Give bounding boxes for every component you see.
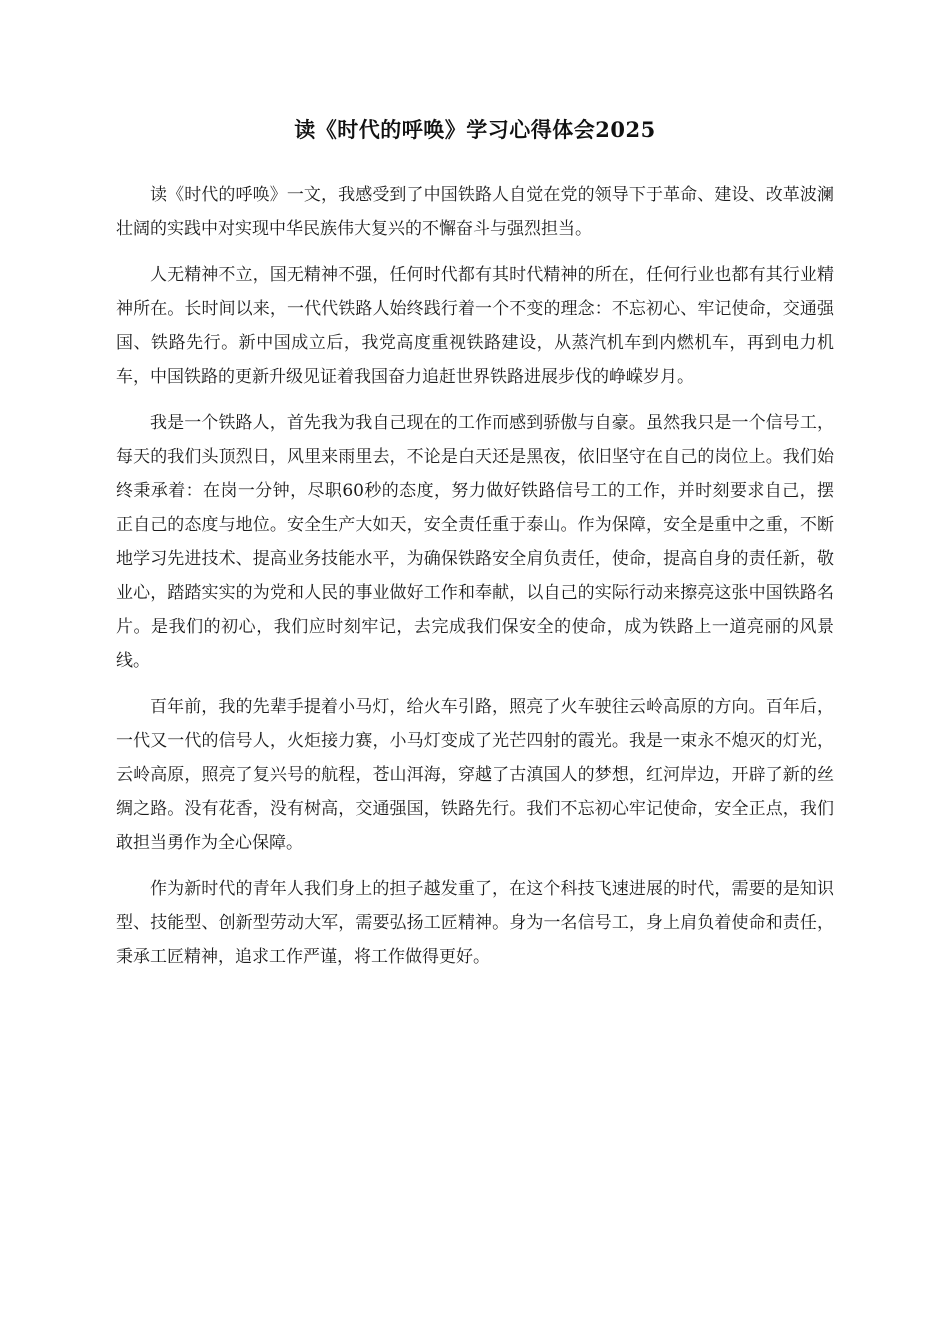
- paragraph-4: 百年前，我的先辈手提着小马灯，给火车引路，照亮了火车驶往云岭高原的方向。百年后，一代又一代的信号人，火炬接力赛，小马灯变成了光芒四射的霞光。我是一束永不熄灭的灯光，云岭高原，照亮了复兴号的航程，苍山洱海，穿越了古滇国人的梦想，红河岸边，开辟了新的丝绸之路。没有花香，没有树高，交通强国，铁路先行。我们不忘初心牢记使命，安全正点，我们敢担当勇作为全心保障。: [116, 697, 834, 853]
- document-title: 读《时代的呼唤》学习心得体会2025: [294, 117, 656, 142]
- paragraph-1: 读《时代的呼唤》一文，我感受到了中国铁路人自觉在党的领导下于革命、建设、改革波澜壮阔的实践中对实现中华民族伟大复兴的不懈奋斗与强烈担当。: [116, 185, 834, 239]
- document-body: [116, 178, 834, 986]
- paragraph-2: 人无精神不立，国无精神不强，任何时代都有其时代精神的所在，任何行业也都有其行业精神所在。长时间以来，一代代铁路人始终践行着一个不变的理念：不忘初心、牢记使命，交通强国、铁路先行。新中国成立后，我党高度重视铁路建设，从蒸汽机车到内燃机车，再到电力机车，中国铁路的更新升级见证着我国奋力追赶世界铁路进展步伐的峥嵘岁月。: [116, 265, 834, 387]
- paragraph-5: 作为新时代的青年人我们身上的担子越发重了，在这个科技飞速进展的时代，需要的是知识型、技能型、创新型劳动大军，需要弘扬工匠精神。身为一名信号工，身上肩负着使命和责任，秉承工匠精神，追求工作严谨，将工作做得更好。: [116, 879, 834, 967]
- paragraph-3: 我是一个铁路人，首先我为我自己现在的工作而感到骄傲与自豪。虽然我只是一个信号工，每天的我们头顶烈日，风里来雨里去，不论是白天还是黑夜，依旧坚守在自己的岗位上。我们始终秉承着：在岗一分钟，尽职60秒的态度，努力做好铁路信号工的工作，并时刻要求自己，摆正自己的态度与地位。安全生产大如天，安全责任重于泰山。作为保障，安全是重中之重，不断地学习先进技术、提高业务技能水平，为确保铁路安全肩负责任，使命，提高自身的责任新，敬业心，踏踏实实的为党和人民的事业做好工作和奉献，以自己的实际行动来擦亮这张中国铁路名片。是我们的初心，我们应时刻牢记，去完成我们保安全的使命，成为铁路上一道亮丽的风景线。: [116, 413, 834, 671]
